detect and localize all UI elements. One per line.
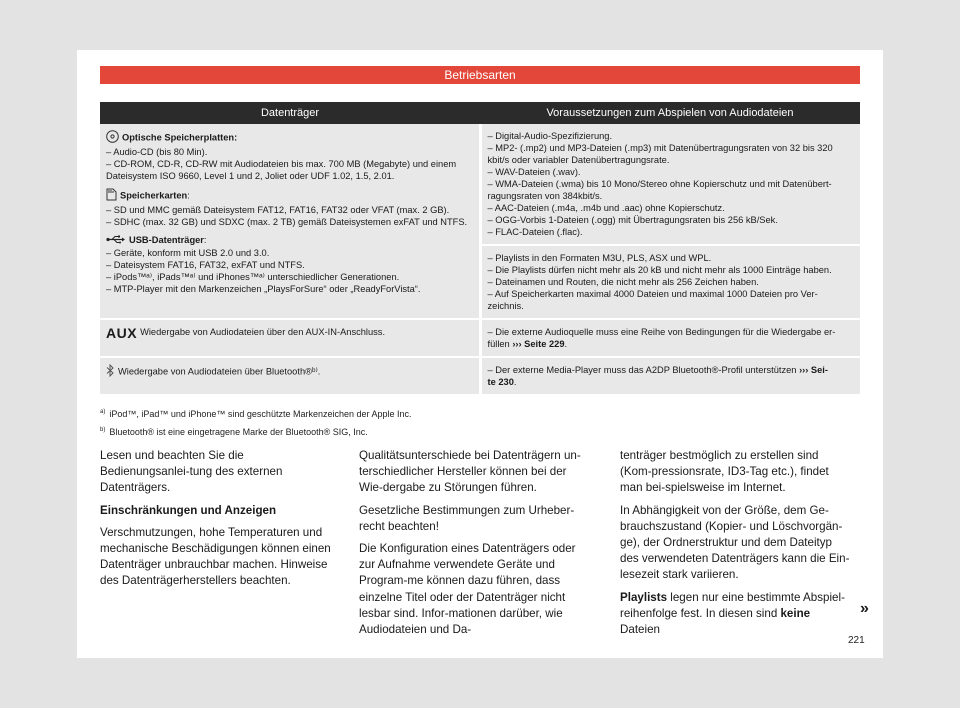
- card-line: – SD und MMC gemäß Dateisystem FAT12, FAT16, FAT32 oder VFAT (max. 2 GB).: [106, 205, 450, 215]
- continue-mark: »: [860, 600, 869, 617]
- optical-line: – CD-ROM, CD-R, CD-RW mit Audiodateien bis max. 700 MB (Megabyte) und einem: [106, 159, 457, 169]
- playlist-line: – Playlists in den Formaten M3U, PLS, ASX und WPL.: [487, 253, 712, 263]
- aux-icon: AUX: [106, 324, 138, 341]
- spec-table: [100, 102, 860, 396]
- playlist-line: – Auf Speicherkarten maximal 4000 Dateien und maximal 1000 Dateien pro Ver-: [487, 289, 818, 299]
- paragraph: Die Konfiguration eines Datenträgers oder zur Aufnahme verwendete Geräte und Program-me können dazu führen, dass einzelne Titel oder der Datenträger nicht lesbar sind. Infor-mationen darüber, wie Audiodateien und Da-: [359, 542, 576, 637]
- sd-card-icon: [106, 188, 117, 204]
- page-ref-link[interactable]: te 230: [487, 377, 514, 387]
- format-line: kbit/s oder variabler Datenübertragungsrate.: [487, 155, 670, 165]
- optical-line: – Audio-CD (bis 80 Min).: [106, 147, 208, 157]
- formats-cell: [480, 124, 860, 245]
- bluetooth-requirements-cell: – Der externe Media-Player muss das A2DP Bluetooth®-Profil unterstützen ››› Sei- te 230.: [480, 357, 860, 395]
- playlist-line: zeichnis.: [487, 301, 524, 311]
- text-column-3: [620, 448, 852, 644]
- format-line: – FLAC-Dateien (.flac).: [487, 227, 583, 237]
- paragraph: In Abhängigkeit von der Größe, dem Ge-brauchszustand (Kopier- und Löschvorgän-ge), der Ordnerstruktur und dem Dateityp des verwendeten Datenträgers kann die Ein-lesezeit stark variieren.: [620, 503, 850, 582]
- usb-line: – MTP-Player mit den Markenzeichen „PlaysForSure“ oder „ReadyForVista“.: [106, 283, 421, 294]
- format-line: ragungsraten von 384kbit/s.: [487, 191, 603, 201]
- aux-requirements-cell: – Die externe Audioquelle muss eine Reihe von Bedingungen für die Wiedergabe er- füllen ››› Seite 229.: [480, 319, 860, 357]
- text-column-2: [359, 448, 591, 644]
- bluetooth-cell: [100, 357, 480, 395]
- format-line: – MP2- (.mp2) und MP3-Dateien (.mp3) mit Datenübertragungsraten von 32 bis 320: [487, 143, 833, 153]
- playlist-line: – Dateinamen und Routen, die nicht mehr als 256 Zeichen haben.: [487, 277, 759, 287]
- text-column-1: [100, 448, 332, 596]
- page-number: 221: [848, 635, 865, 646]
- footnote: $^{a)}$ iPod™, iPad™ und iPhone™ sind geschützte Markenzeichen der Apple Inc.: [100, 409, 412, 419]
- page-ref-link[interactable]: ››› Seite 229: [512, 339, 565, 349]
- playlist-line: – Die Playlists dürfen nicht mehr als 20 kB und nicht mehr als 1000 Einträge haben.: [487, 265, 832, 275]
- section-title: Betriebsarten: [100, 66, 860, 84]
- paragraph: Lesen und beachten Sie die Bedienungsanlei-tung des externen Datenträgers.: [100, 449, 283, 495]
- format-line: – AAC-Dateien (.m4a, .m4b und .aac) ohne Kopierschutz.: [487, 203, 725, 213]
- format-line: – Digital-Audio-Spezifizierung.: [487, 131, 613, 141]
- usb-icon: [106, 235, 126, 247]
- table-header-requirements: Voraussetzungen zum Abspielen von Audiodateien: [480, 102, 860, 124]
- usb-line: – Dateisystem FAT16, FAT32, exFAT und NTFS.: [106, 259, 305, 270]
- footnote: $^{b)}$ Bluetooth® ist eine eingetragene Marke der Bluetooth® SIG, Inc.: [100, 427, 368, 437]
- usb-line: – iPods™ᵃ⁾, iPads™ᵃ⁾ und iPhones™ᵃ⁾ unterschiedlicher Generationen.: [106, 271, 400, 282]
- paragraph: Verschmutzungen, hohe Temperaturen und mechanische Beschädigungen können einen Datenträger unbrauchbar machen. Hinweise des Datenträgerherstellers beachten.: [100, 525, 331, 588]
- disc-icon: [106, 130, 119, 146]
- paragraph: Gesetzliche Bestimmungen zum Urheber-recht beachten!: [359, 503, 575, 533]
- bluetooth-icon: [106, 364, 115, 380]
- format-line: – OGG-Vorbis 1-Dateien (.ogg) mit Übertragungsraten bis 256 kB/Sek.: [487, 215, 778, 225]
- paragraph: Qualitätsunterschiede bei Datenträgern un-terschiedlicher Hersteller können bei der Wie-dergabe zu Störungen führen.: [359, 449, 581, 495]
- format-line: – WAV-Dateien (.wav).: [487, 167, 581, 177]
- optical-heading: Optische Speicherplatten:: [106, 130, 471, 146]
- paragraph: tenträger bestmöglich zu erstellen sind (Kom-pressionsrate, ID3-Tag etc.), findet man bei-spielsweise im Internet.: [620, 449, 829, 495]
- aux-cell: [100, 319, 480, 357]
- paragraph: Playlists legen nur eine bestimmte Abspiel-reihenfolge fest. In diesen sind keine Dateien: [620, 590, 845, 637]
- usb-line: – Geräte, konform mit USB 2.0 und 3.0.: [106, 247, 270, 258]
- usb-heading: USB-Datenträger:: [106, 234, 471, 247]
- format-line: – WMA-Dateien (.wma) bis 10 Mono/Stereo ohne Kopierschutz und mit Datenübert-: [487, 179, 832, 189]
- bluetooth-text: Wiedergabe von Audiodateien über Bluetooth®ᵇ⁾.: [118, 366, 321, 377]
- table-header-medium: Datenträger: [100, 102, 480, 124]
- page-ref-link[interactable]: ››› Sei-: [799, 365, 828, 375]
- subheading: Einschränkungen und Anzeigen: [100, 503, 277, 517]
- aux-text: Wiedergabe von Audiodateien über den AUX-IN-Anschluss.: [140, 327, 386, 337]
- media-cell: [100, 124, 480, 319]
- card-line: – SDHC (max. 32 GB) und SDXC (max. 2 TB) gemäß Dateisystemen exFAT und NTFS.: [106, 217, 468, 227]
- playlists-cell: [480, 245, 860, 319]
- optical-line: Dateisystem ISO 9660, Level 1 und 2, Joliet oder UDF 1.02, 1.5, 2.01.: [106, 171, 395, 181]
- card-heading: Speicherkarten:: [106, 188, 471, 204]
